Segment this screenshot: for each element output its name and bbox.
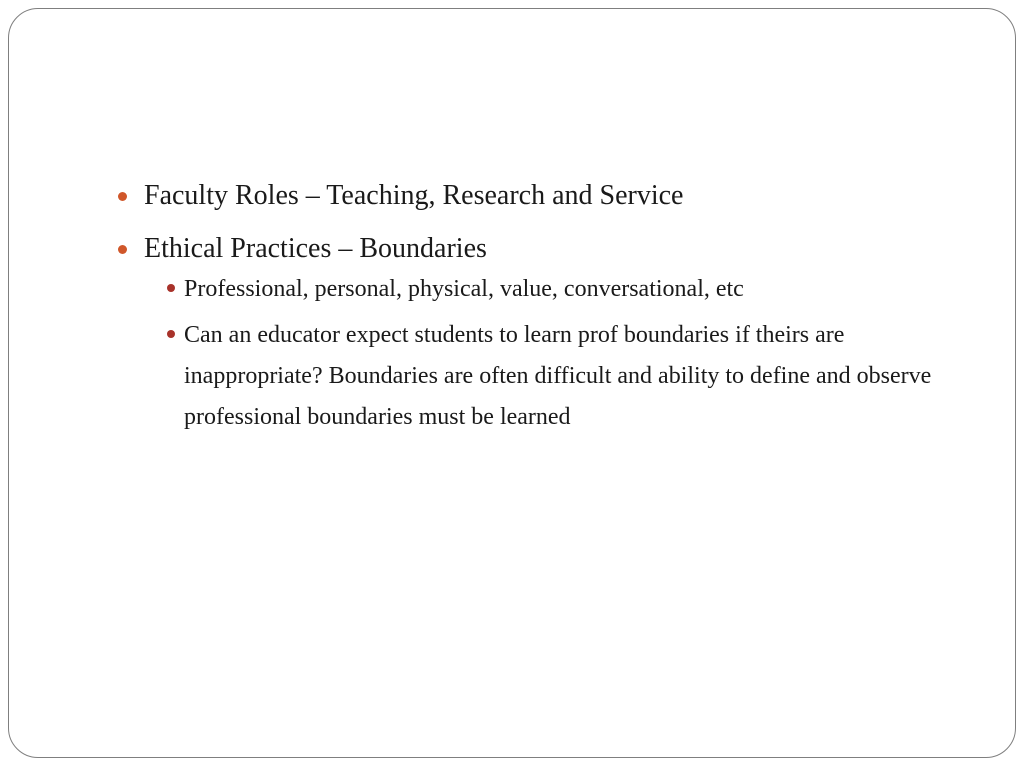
sub-bullet-list [114, 269, 974, 438]
bullet-item-ethical-practices [114, 230, 974, 268]
sub-bullet-text: Professional, personal, physical, value, conversational, etc [184, 276, 744, 302]
slide [8, 8, 1016, 758]
bullet-text: Ethical Practices – Boundaries [144, 233, 487, 264]
sub-bullet-item-boundary-types [114, 269, 974, 310]
bullet-item-faculty-roles [114, 177, 974, 215]
sub-bullet-text: Can an educator expect students to learn prof boundaries if theirs are inappropriate? Boundaries are often difficult and ability to define and observe professional boundaries must be learned [184, 322, 932, 430]
sub-bullet-dot-icon [167, 330, 175, 338]
bullet-dot-icon [118, 192, 127, 201]
sub-bullet-item-educator-question [114, 315, 974, 438]
bullet-text: Faculty Roles – Teaching, Research and Service [144, 180, 684, 211]
slide-body [114, 177, 974, 443]
sub-bullet-dot-icon [167, 284, 175, 292]
bullet-dot-icon [118, 245, 127, 254]
bullet-list [114, 177, 974, 268]
